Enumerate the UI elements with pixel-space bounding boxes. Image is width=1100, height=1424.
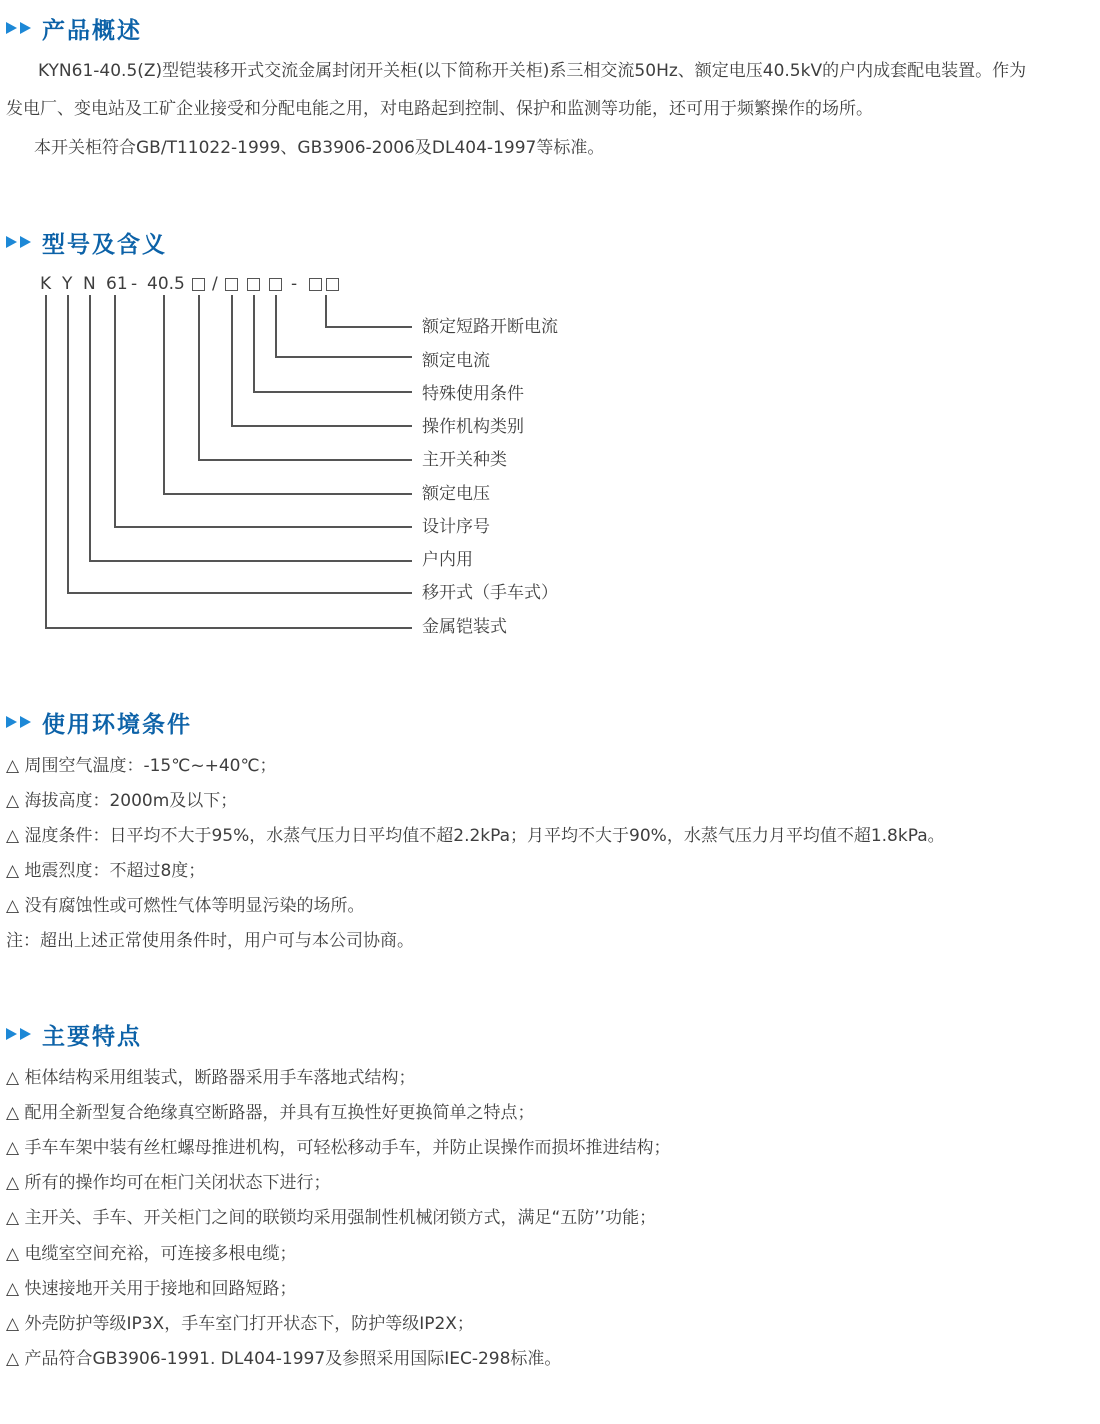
- list-item: △ 周围空气温度：-15℃~+40℃；: [6, 756, 277, 776]
- code-dash: -: [291, 274, 298, 294]
- label-rated-voltage: 额定电压: [422, 484, 490, 504]
- connector-line: [67, 295, 69, 593]
- connector-line: [253, 391, 412, 393]
- label-withdrawable: 移开式（手车式）: [422, 583, 558, 603]
- list-item: △ 海拔高度：2000m及以下；: [6, 791, 238, 811]
- connector-line: [275, 295, 277, 357]
- label-indoor: 户内用: [422, 550, 473, 570]
- connector-line: [45, 295, 47, 628]
- label-design-number: 设计序号: [422, 517, 490, 537]
- code-dash: -: [131, 274, 138, 294]
- label-breaking-current: 额定短路开断电流: [422, 317, 558, 337]
- code-design-number: 61: [106, 274, 128, 294]
- section-header-environment: [6, 704, 192, 740]
- connector-line: [231, 295, 233, 426]
- code-letter-y: Y: [62, 274, 73, 294]
- double-arrow-icon: [6, 22, 34, 34]
- code-slash: /: [212, 274, 218, 294]
- connector-line: [67, 592, 412, 594]
- connector-line: [275, 356, 412, 358]
- double-arrow-icon: [6, 1028, 34, 1040]
- label-mechanism-type: 操作机构类别: [422, 417, 524, 437]
- label-special-conditions: 特殊使用条件: [422, 384, 524, 404]
- list-item: △ 柜体结构采用组装式，断路器采用手车落地式结构；: [6, 1068, 416, 1088]
- list-item: △ 湿度条件：日平均不大于95%，水蒸气压力日平均值不超2.2kPa；月平均不大于90%，水蒸气压力月平均值不超1.8kPa。: [6, 826, 945, 846]
- note-text: 注：超出上述正常使用条件时，用户可与本公司协商。: [6, 931, 414, 951]
- overview-standards: 本开关柜符合GB/T11022-1999、GB3906-2006及DL404-1997等标准。: [34, 138, 605, 158]
- code-box-current: [269, 278, 282, 291]
- connector-line: [253, 295, 255, 392]
- connector-line: [163, 493, 412, 495]
- section-title: 产品概述: [42, 17, 142, 44]
- code-letter-k: K: [40, 274, 52, 294]
- list-item: △ 电缆室空间充裕，可连接多根电缆；: [6, 1244, 297, 1264]
- code-box-breaking-2: [326, 278, 339, 291]
- connector-line: [325, 295, 327, 327]
- connector-line: [325, 326, 412, 328]
- code-box-mechanism: [225, 278, 238, 291]
- connector-line: [198, 295, 200, 460]
- connector-line: [89, 560, 412, 562]
- section-title: 型号及含义: [42, 231, 167, 258]
- code-letter-n: N: [83, 274, 96, 294]
- section-title: 使用环境条件: [42, 711, 192, 738]
- section-header-features: [6, 1016, 142, 1052]
- list-item: △ 产品符合GB3906-1991. DL404-1997及参照采用国际IEC-298标准。: [6, 1349, 562, 1369]
- list-item: △ 没有腐蚀性或可燃性气体等明显污染的场所。: [6, 896, 365, 916]
- connector-line: [45, 627, 412, 629]
- overview-paragraph-line: 发电厂、变电站及工矿企业接受和分配电能之用，对电路起到控制、保护和监测等功能，还可用于频繁操作的场所。: [6, 99, 873, 119]
- list-item: △ 所有的操作均可在柜门关闭状态下进行；: [6, 1173, 331, 1193]
- code-voltage: 40.5: [147, 274, 185, 294]
- code-box-switch-type: [192, 278, 205, 291]
- connector-line: [231, 425, 412, 427]
- double-arrow-icon: [6, 236, 34, 248]
- list-item: △ 主开关、手车、开关柜门之间的联锁均采用强制性机械闭锁方式，满足“五防’’功能；: [6, 1208, 657, 1228]
- connector-line: [89, 295, 91, 561]
- section-header-model: [6, 224, 167, 260]
- connector-line: [163, 295, 165, 494]
- label-metal-armored: 金属铠装式: [422, 617, 507, 637]
- list-item: △ 外壳防护等级IP3X，手车室门打开状态下，防护等级IP2X；: [6, 1314, 474, 1334]
- connector-line: [114, 526, 412, 528]
- label-rated-current: 额定电流: [422, 351, 490, 371]
- section-title: 主要特点: [42, 1023, 142, 1050]
- label-main-switch-type: 主开关种类: [422, 450, 507, 470]
- list-item: △ 地震烈度：不超过8度；: [6, 861, 206, 881]
- code-box-special: [247, 278, 260, 291]
- list-item: △ 配用全新型复合绝缘真空断路器，并具有互换性好更换简单之特点；: [6, 1103, 535, 1123]
- overview-paragraph-line: KYN61-40.5(Z)型铠装移开式交流金属封闭开关柜(以下简称开关柜)系三相交流50Hz、额定电压40.5kV的户内成套配电装置。作为: [38, 61, 1027, 81]
- connector-line: [114, 295, 116, 527]
- code-box-breaking-1: [309, 278, 322, 291]
- connector-line: [198, 459, 412, 461]
- section-header-overview: [6, 10, 142, 46]
- double-arrow-icon: [6, 716, 34, 728]
- list-item: △ 快速接地开关用于接地和回路短路；: [6, 1279, 297, 1299]
- list-item: △ 手车车架中装有丝杠螺母推进机构，可轻松移动手车，并防止误操作而损坏推进结构；: [6, 1138, 671, 1158]
